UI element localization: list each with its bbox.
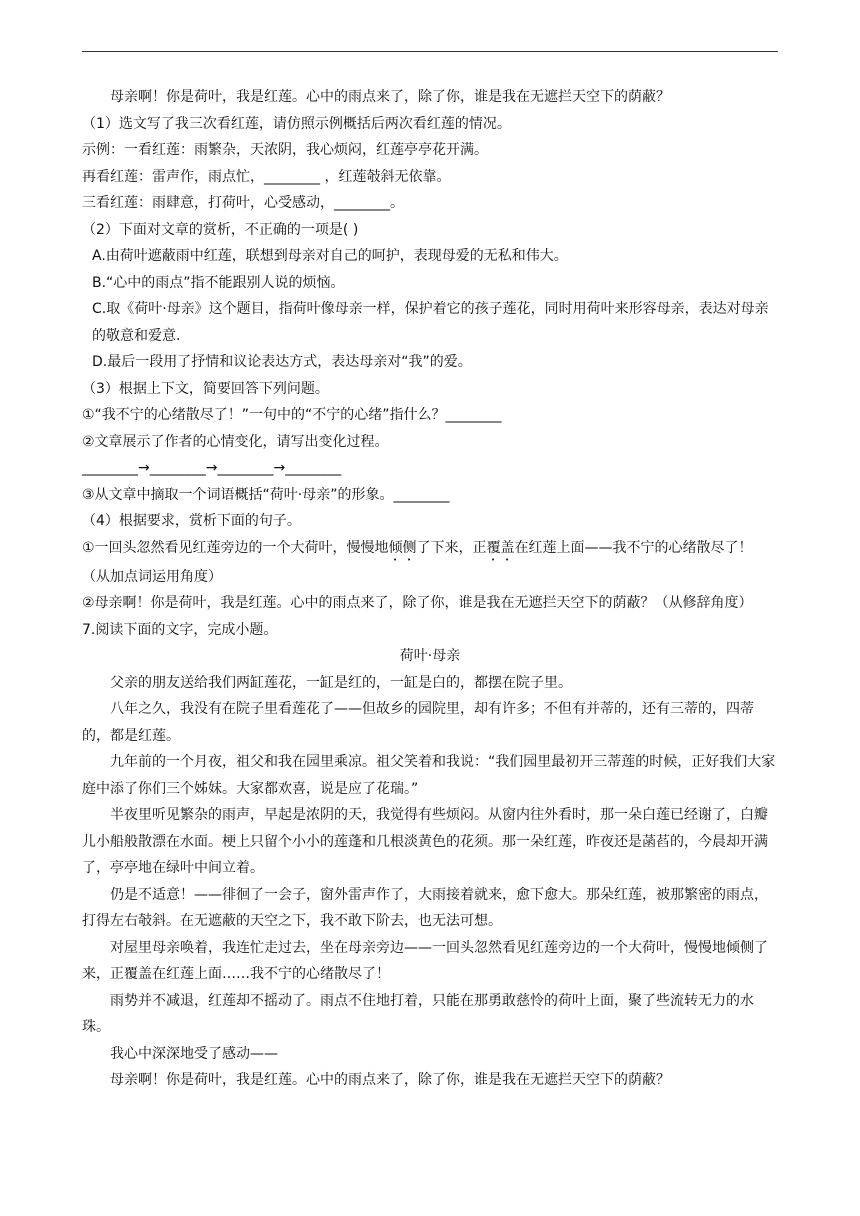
option-d: D.最后一段用了抒情和议论表达方式，表达母亲对“我”的爱。 xyxy=(92,354,472,370)
question-1-example: 示例：一看红莲：雨繁杂，天浓阴，我心烦闷，红莲亭亭花开满。 xyxy=(82,142,488,158)
q4-1-pre: ①一回头忽然看见红莲旁边的一个大荷叶，慢慢地 xyxy=(82,539,389,556)
closing-line-upper: 母亲啊！你是荷叶，我是红莲。心中的雨点来了，除了你，谁是我在无遮拦天空下的荫蔽？ xyxy=(110,89,670,105)
question-1-third: 三看红莲：雨肆意，打荷叶，心受感动，________。 xyxy=(82,195,404,211)
question-3-2-blanks: ________→________→________→________ xyxy=(82,460,342,476)
question-3-1: ①“我不宁的心绪散尽了！”一句中的“不宁的心绪”指什么？________ xyxy=(82,407,502,423)
article-paragraph: 父亲的朋友送给我们两缸莲花，一缸是红的，一缸是白的，都摆在院子里。 xyxy=(110,674,572,691)
option-a: A.由荷叶遮蔽雨中红莲，联想到母亲对自己的呵护，表现母爱的无私和伟大。 xyxy=(92,248,568,264)
header-rule xyxy=(82,51,778,52)
option-b: B.“心中的雨点”指不能跟别人说的烦恼。 xyxy=(92,274,345,291)
question-3: （3）根据上下文，简要回答下列问题。 xyxy=(82,380,329,397)
question-4-1 xyxy=(82,535,778,591)
question-1: （1）选文写了我三次看红莲，请仿照示例概括后两次看红莲的情况。 xyxy=(82,115,511,132)
question-3-2: ②文章展示了作者的心情变化，请写出变化过程。 xyxy=(82,433,389,450)
question-2: （2）下面对文章的赏析，不正确的一项是( ) xyxy=(82,221,359,238)
article-paragraph: 对屋里母亲唤着，我连忙走过去，坐在母亲旁边——一回头忽然看见红莲旁边的一个大荷叶，慢慢地倾侧了来，正覆盖在红莲上面……我不宁的心绪散尽了！ xyxy=(82,939,768,982)
article-paragraph: 半夜里听见繁杂的雨声，早起是浓阴的天，我觉得有些烦闷。从窗内往外看时，那一朵白莲已经谢了，白瓣儿小船般散漂在水面。梗上只留个小小的莲蓬和几根淡黄色的花须。那一朵红莲，昨夜还是菡萏的，今晨却开满了，亭亭地在绿叶中间立着。 xyxy=(82,807,768,876)
article-paragraph: 九年前的一个月夜，祖父和我在园里乘凉。祖父笑着和我说：“我们园里最初开三蒂莲的时候，正好我们大家庭中添了你们三个姊妹。大家都欢喜，说是应了花瑞。” xyxy=(82,754,776,797)
question-4-2: ②母亲啊！你是荷叶，我是红莲。心中的雨点来了，除了你，谁是我在无遮拦天空下的荫蔽？（从修辞角度） xyxy=(82,595,753,611)
q4-1-mid: 了下来，正 xyxy=(416,539,487,556)
article-paragraph: 雨势并不减退，红莲却不摇动了。雨点不住地打着，只能在那勇敢慈怜的荷叶上面，聚了些流转无力的水珠。 xyxy=(82,992,754,1035)
question-3-3: ③从文章中摘取一个词语概括“荷叶·母亲”的形象。________ xyxy=(82,486,450,503)
section-7-heading: 7.阅读下面的文字，完成小题。 xyxy=(82,621,278,638)
article-paragraph: 母亲啊！你是荷叶，我是红莲。心中的雨点来了，除了你，谁是我在无遮拦天空下的荫蔽？ xyxy=(110,1072,670,1088)
question-1-second: 再看红莲：雷声作，雨点忙，________ ，红莲攲斜无依靠。 xyxy=(82,168,451,185)
q4-1-post: 在红莲上面——我不宁的心绪散尽了！（从加点词运用角度） xyxy=(82,539,753,585)
article-paragraph: 仍是不适意！——徘徊了一会子，窗外雷声作了，大雨接着就来，愈下愈大。那朵红莲，被那繁密的雨点，打得左右攲斜。在无遮蔽的天空之下，我不敢下阶去，也无法可想。 xyxy=(82,886,768,929)
emphasis-word-1: 倾侧 xyxy=(388,539,417,556)
emphasis-word-2: 覆盖 xyxy=(486,539,515,556)
article-paragraph: 八年之久，我没有在院子里看莲花了——但故乡的园院里，却有许多；不但有并蒂的，还有三蒂的，四蒂的，都是红莲。 xyxy=(82,701,754,744)
option-c: C.取《荷叶·母亲》这个题目，指荷叶像母亲一样，保护着它的孩子莲花，同时用荷叶来形容母亲，表达对母亲的敬意和爱意. xyxy=(92,301,769,344)
question-4: （4）根据要求，赏析下面的句子。 xyxy=(82,513,301,529)
document-body xyxy=(82,84,778,1094)
article-title: 荷叶·母亲 xyxy=(399,648,461,664)
article-paragraph: 我心中深深地受了感动—— xyxy=(110,1045,278,1062)
